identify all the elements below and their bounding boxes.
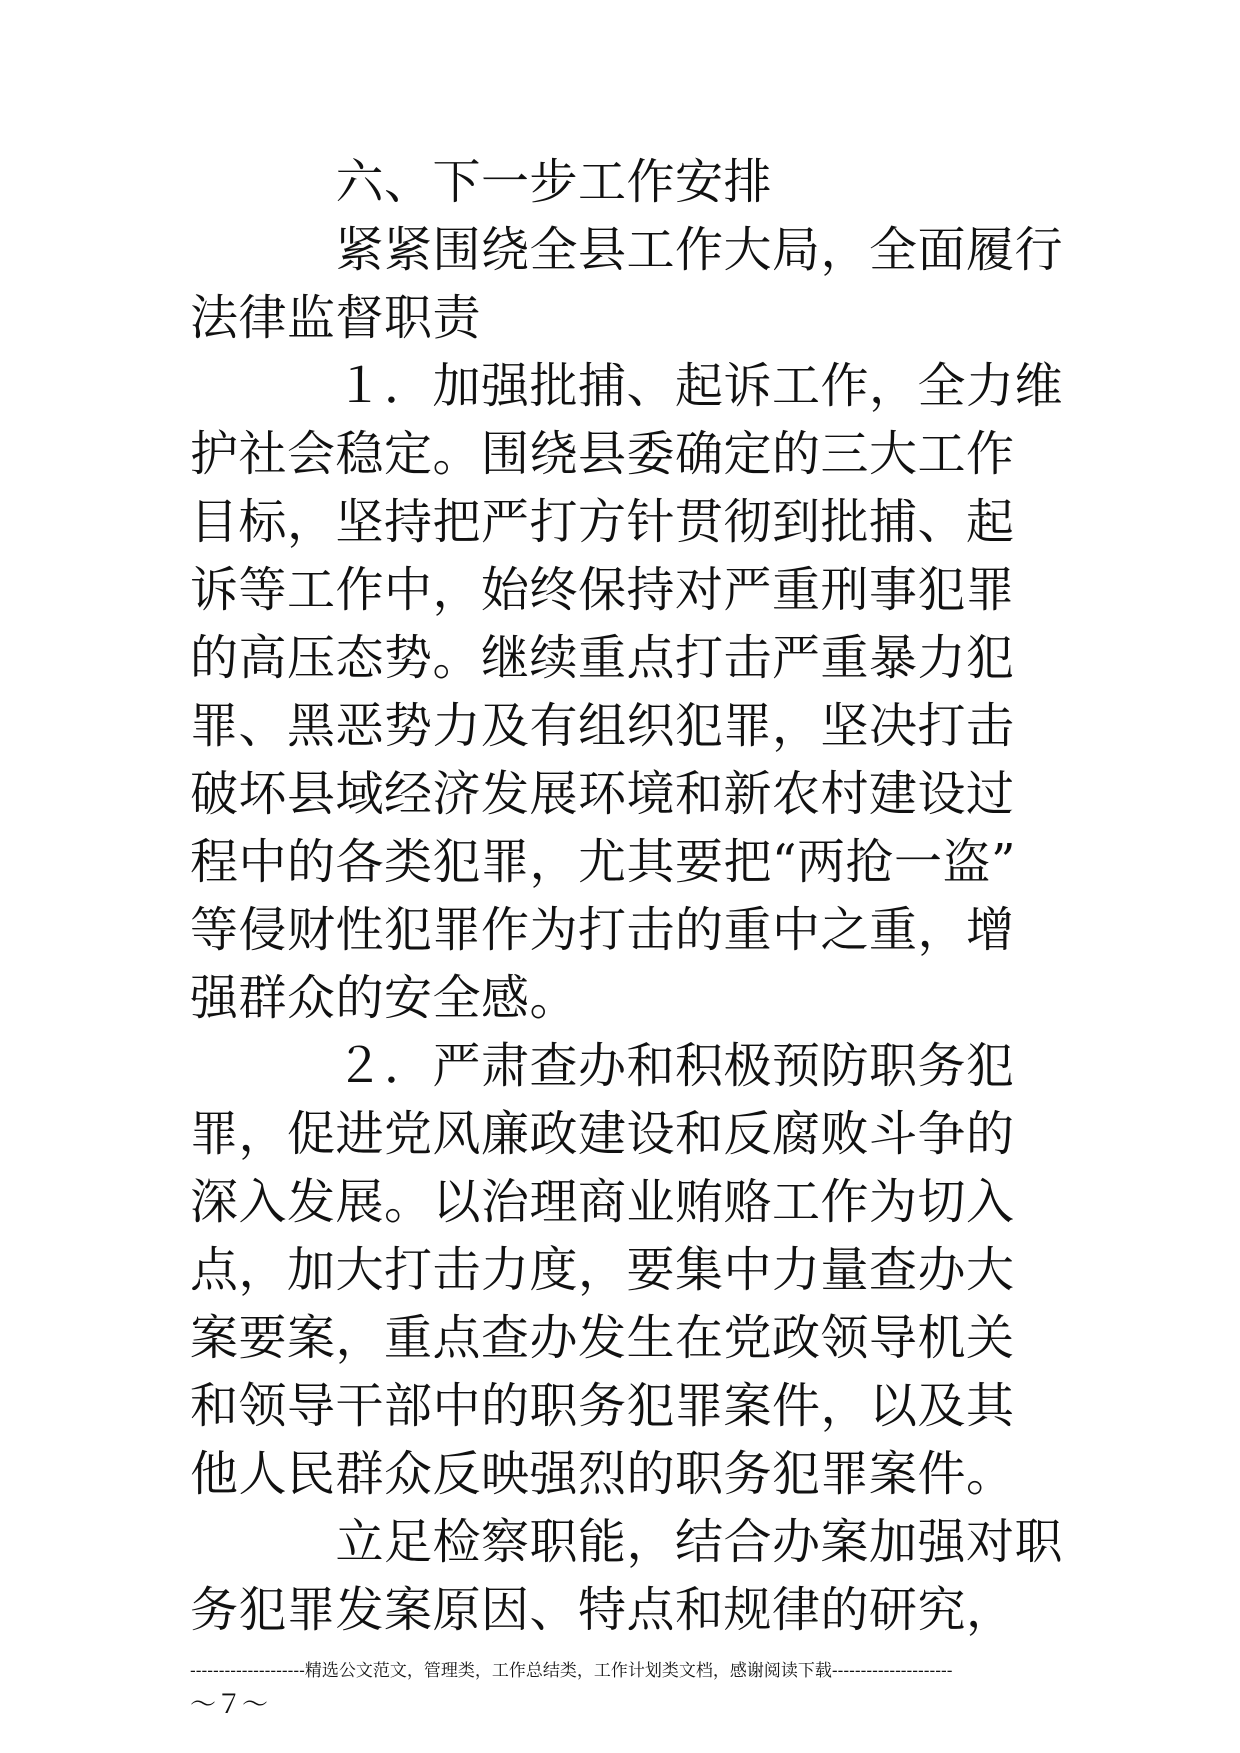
paragraph-line: 诉等工作中，始终保持对严重刑事犯罪 [190, 562, 1015, 618]
paragraph-line: 破坏县域经济发展环境和新农村建设过 [190, 766, 1015, 822]
footer-text: --------------------精选公文范文，管理类，工作总结类，工作计划类文档，感谢阅读下载--------------------- [190, 1661, 953, 1681]
section-heading: 六、下一步工作安排 [190, 154, 773, 210]
paragraph-line: 法律监督职责 [190, 290, 482, 346]
paragraph-line: 案要案，重点查办发生在党政领导机关 [190, 1310, 1015, 1366]
paragraph-line: １．加强批捕、起诉工作，全力维 [190, 358, 1064, 414]
paragraph-line: 深入发展。以治理商业贿赂工作为切入 [190, 1174, 1015, 1230]
paragraph-line: 立足检察职能，结合办案加强对职 [190, 1514, 1064, 1570]
paragraph-line: 他人民群众反映强烈的职务犯罪案件。 [190, 1446, 1015, 1502]
paragraph-line: 目标，坚持把严打方针贯彻到批捕、起 [190, 494, 1015, 550]
paragraph-line: 务犯罪发案原因、特点和规律的研究， [190, 1582, 1015, 1638]
paragraph-line: 等侵财性犯罪作为打击的重中之重，增 [190, 902, 1015, 958]
paragraph-line: 罪、黑恶势力及有组织犯罪，坚决打击 [190, 698, 1015, 754]
paragraph-line: 的高压态势。继续重点打击严重暴力犯 [190, 630, 1015, 686]
paragraph-line: 护社会稳定。围绕县委确定的三大工作 [190, 426, 1015, 482]
body-text [190, 148, 1064, 1644]
paragraph-line: 紧紧围绕全县工作大局，全面履行 [190, 222, 1064, 278]
paragraph-line: 罪，促进党风廉政建设和反腐败斗争的 [190, 1106, 1015, 1162]
paragraph-line: 点，加大打击力度，要集中力量查办大 [190, 1242, 1015, 1298]
paragraph-line: 和领导干部中的职务犯罪案件，以及其 [190, 1378, 1015, 1434]
paragraph-line: 强群众的安全感。 [190, 970, 579, 1026]
page-number: ～７～ [190, 1690, 269, 1720]
paragraph-line: 程中的各类犯罪，尤其要把“两抢一盗” [190, 834, 1017, 890]
paragraph-line: ２．严肃查办和积极预防职务犯 [190, 1038, 1015, 1094]
